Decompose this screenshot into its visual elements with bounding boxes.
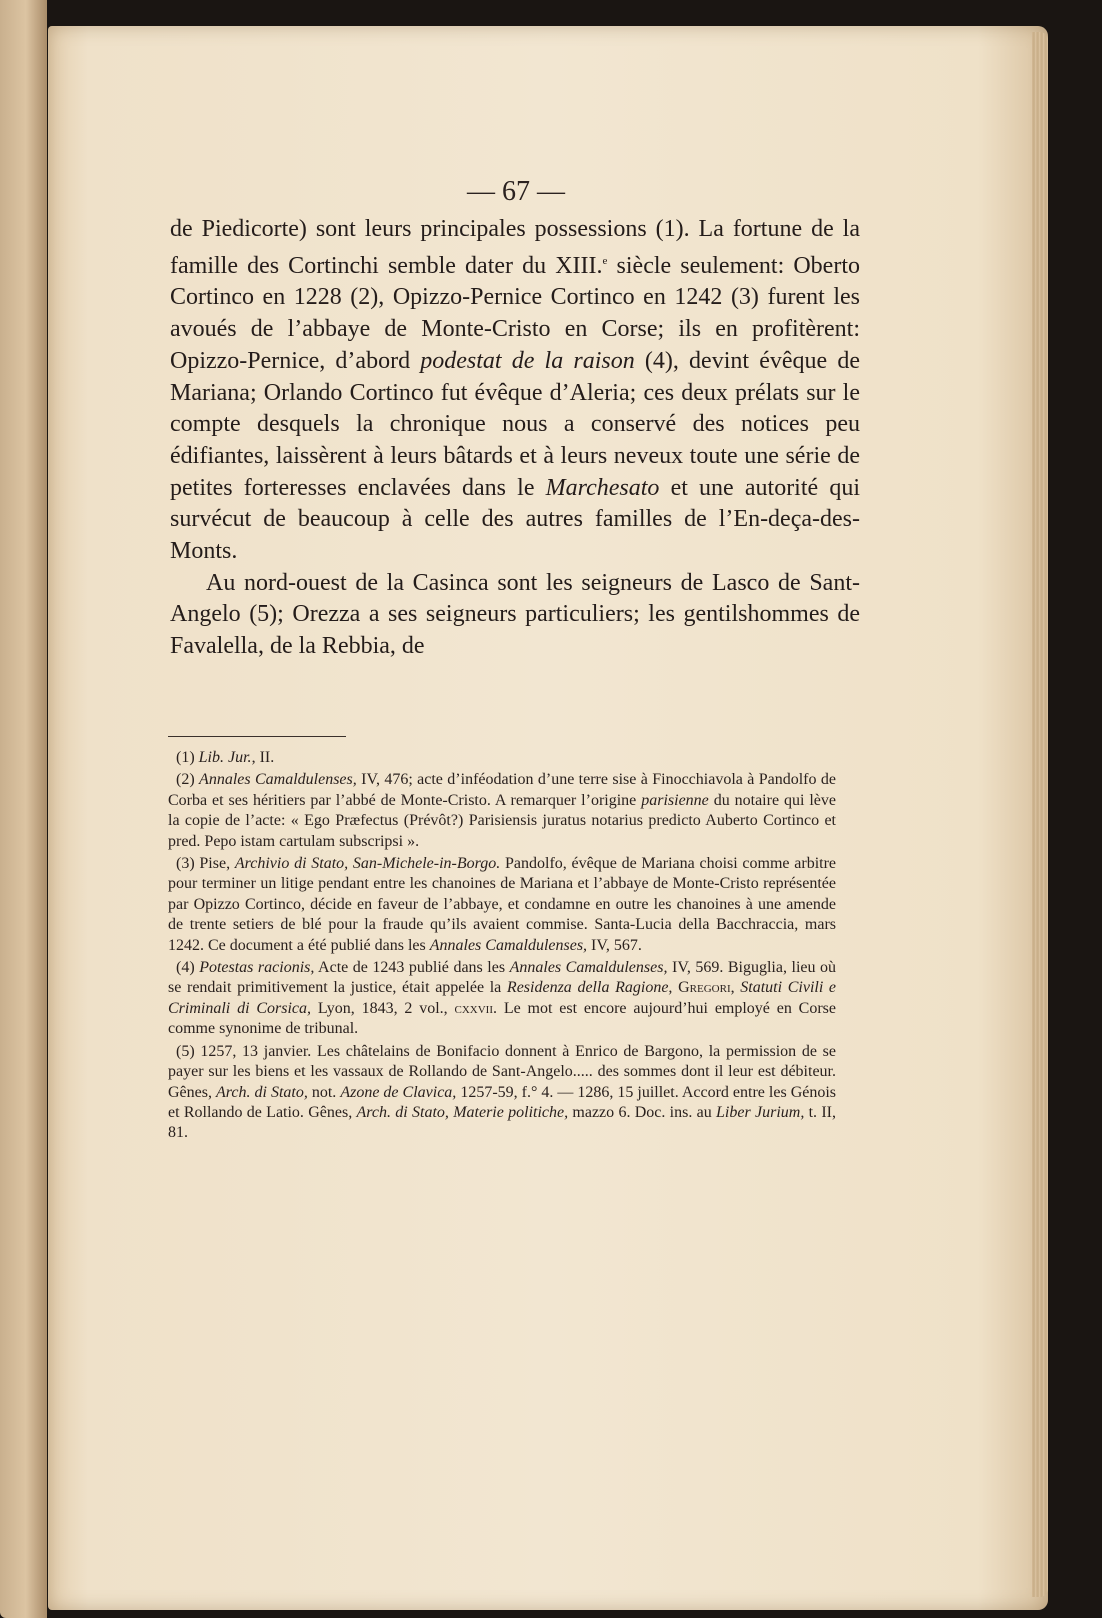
footnote-4: (4) Potestas racionis, Acte de 1243 publié dans les Annales Camaldulenses, IV, 569. Biguglia, lieu où se rendait primitivement la justice, était appelée la Residenza della Ragione, Gregori, Statuti Civili e Criminali di Corsica, Lyon, 1843, 2 vol., cxxvii. Le mot est encore aujourd’hui employé en Corse comme synonime de tribunal.	[168, 959, 837, 1038]
page-number: — 67 —	[467, 176, 565, 207]
page-edge-stack	[1032, 32, 1048, 1597]
footnote-2: (2) Annales Camaldulenses, IV, 476; acte d’inféodation d’une terre sise à Finocchiavola à Pandolfo de Corba et ses héritiers par l’abbé de Monte-Cristo. A remarquer l’origine parisienne du notaire qui lève la copie de l’acte: « Ego Præfectus (Prévôt?) Parisiensis juratus notarius predicto Auberto Cortinco et pred. Pepo istam cartulam subscripsi ».	[168, 771, 837, 850]
footnote-5: (5) 1257, 13 janvier. Les châtelains de Bonifacio donnent à Enrico de Bargono, la permission de se payer sur les biens et les vassaux de Rollando de Sant-Angelo..... des sommes dont il leur est débiteur. Gênes, Arch. di Stato, not. Azone de Clavica, 1257-59, f.° 4. — 1286, 15 juillet. Accord entre les Génois et Rollando de Latio. Gênes, Arch. di Stato, Materie politiche, mazzo 6. Doc. ins. au Liber Jurium, t. II, 81.	[168, 1042, 837, 1142]
facing-page-edge	[0, 0, 47, 1618]
footnote-3: (3) Pise, Archivio di Stato, San-Michele-in-Borgo. Pandolfo, évêque de Mariana choisi comme arbitre pour terminer un litige pendant entre les chanoines de Mariana et l’abbaye de Monte-Cristo représentée par Opizzo Cortinco, décide en faveur de l’abbaye, et condamne en outre les chanoines à une amende de trente setiers de blé pour la fraude qu’ils avaient commise. Santa-Lucia della Bacchraccia, mars 1242. Ce document a été publié dans les Annales Camaldulenses, IV, 567.	[168, 855, 837, 954]
paragraph-1: de Piedicorte) sont leurs principales possessions (1). La fortune de la famille des Cortinchi semble dater du XIII.$^e$ siècle seulement: Oberto Cortinco en 1228 (2), Opizzo-Pernice Cortinco en 1242 (3) furent les avoués de l’abbaye de Monte-Cristo en Corse; ils en profitèrent: Opizzo-Pernice, d’abord podestat de la raison (4), devint évêque de Mariana; Orlando Cortinco fut évêque d’Aleria; ces deux prélats sur le compte desquels la chronique nous a conservé des notices peu édifiantes, laissèrent à leurs bâtards et à leurs neveux toute une série de petites forteresses enclavées dans le Marchesato et une autorité qui survécut de beaucoup à celle des autres familles de l’En-deça-des-Monts.	[170, 216, 860, 565]
footnote-1: (1) Lib. Jur., II.	[176, 749, 275, 766]
paragraph-2: Au nord-ouest de la Casinca sont les seigneurs de Lasco de Sant-Angelo (5); Orezza a ses seigneurs particuliers; les gentilshommes de Favalella, de la Rebbia, de	[170, 569, 860, 660]
footnote-rule	[168, 736, 346, 737]
book-page	[48, 26, 1048, 1610]
main-text	[170, 214, 860, 663]
footnotes	[168, 748, 836, 1144]
